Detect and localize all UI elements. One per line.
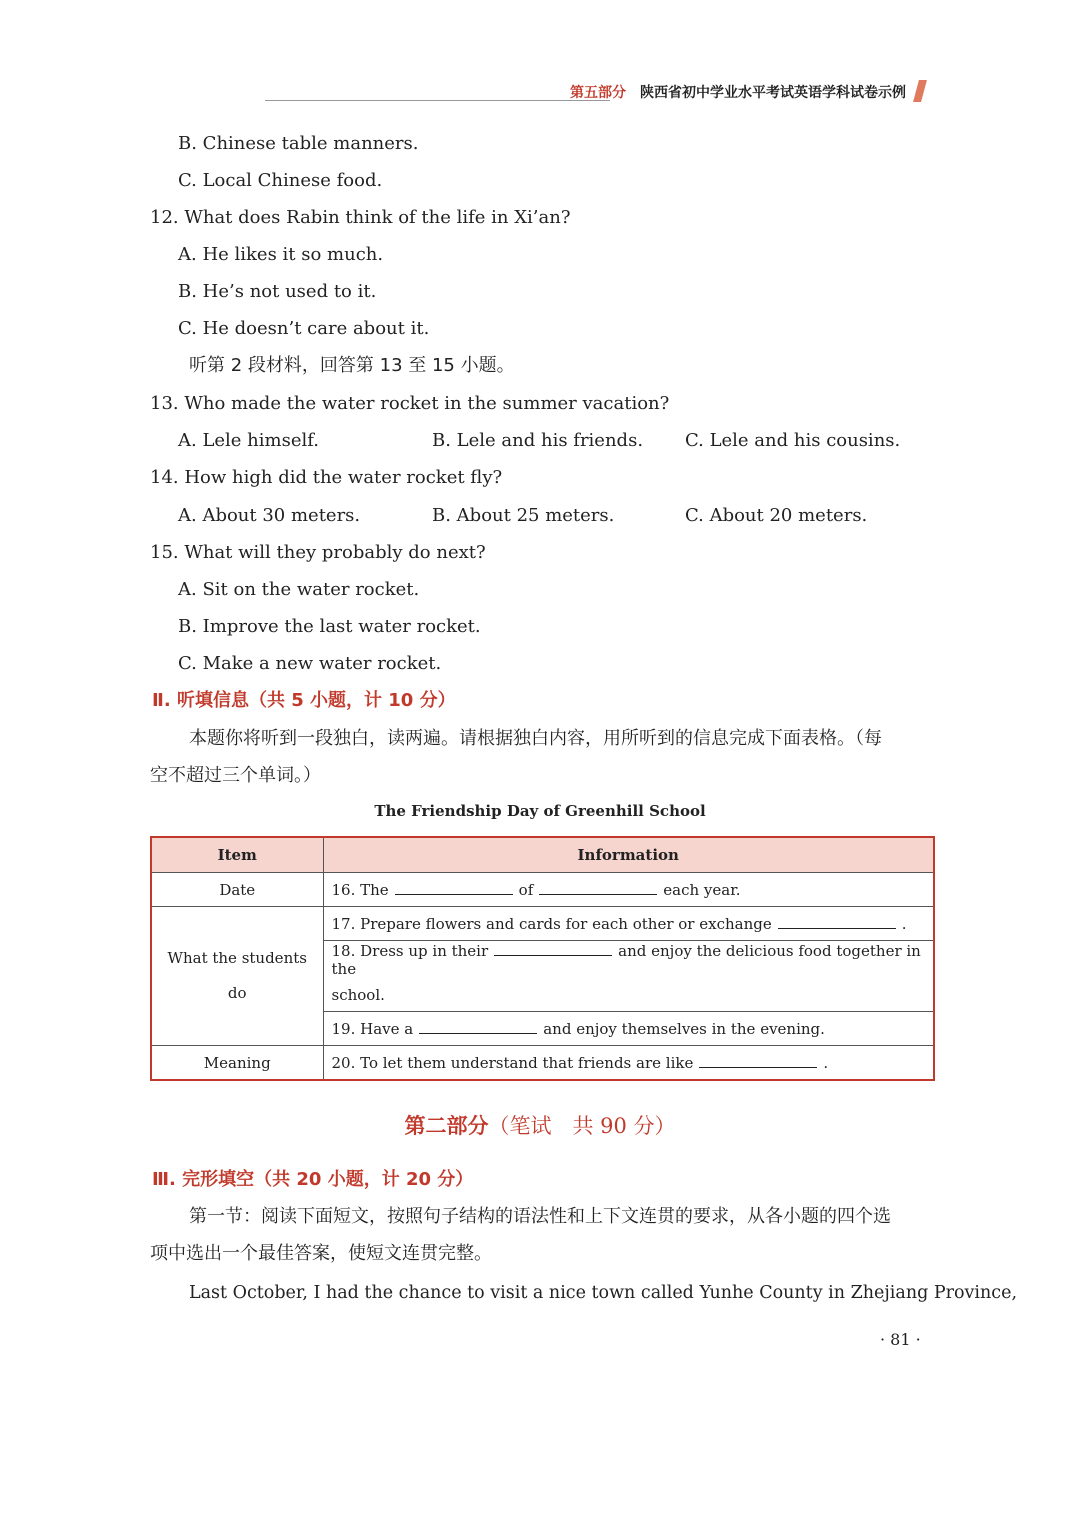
q15-option-a: A. Sit on the water rocket. xyxy=(178,579,420,600)
section-ii-instruction-line1: 本题你将听到一段独白，读两遍。请根据独白内容，用所听到的信息完成下面表格。（每 xyxy=(189,728,882,749)
q13-option-b: B. Lele and his friends. xyxy=(432,430,644,451)
table-row xyxy=(151,873,934,907)
col-item-header: Item xyxy=(151,837,323,873)
section-iii-instruction-line2: 项中选出一个最佳答案，使短文连贯完整。 xyxy=(150,1243,492,1264)
q18-cell-continued: school. xyxy=(323,978,934,1012)
q20-cell xyxy=(323,1046,934,1081)
row-date-label: Date xyxy=(151,873,323,907)
table-caption: The Friendship Day of Greenhill School xyxy=(374,802,706,820)
section-ii-title: Ⅱ. 听填信息（共 5 小题，计 10 分） xyxy=(152,690,456,711)
header-rule xyxy=(265,100,610,101)
part2-title: 第二部分 xyxy=(404,1114,489,1138)
q19-text-a: 19. Have a xyxy=(331,1020,414,1038)
section-ii-instruction-line2: 空不超过三个单词。） xyxy=(150,765,321,786)
q11-option-b: B. Chinese table manners. xyxy=(178,133,419,154)
part2-subtitle: （笔试 共 90 分） xyxy=(488,1114,676,1138)
q16-blank-1[interactable] xyxy=(395,880,513,895)
q20-text-a: 20. To let them understand that friends are like xyxy=(331,1054,694,1072)
page-number: · 81 · xyxy=(880,1330,921,1349)
q13-option-c: C. Lele and his cousins. xyxy=(685,430,901,451)
q14-option-b: B. About 25 meters. xyxy=(432,505,615,526)
section-iii-instruction-line1: 第一节：阅读下面短文，按照句子结构的语法性和上下文连贯的要求，从各小题的四个选 xyxy=(189,1206,891,1227)
q15-option-c: C. Make a new water rocket. xyxy=(178,653,442,674)
header-part: 第五部分 xyxy=(570,85,626,101)
passage-first-line: Last October, I had the chance to visit a nice town called Yunhe County in Zhejiang Province, xyxy=(189,1283,1018,1303)
q16-text-a: 16. The xyxy=(331,881,389,899)
q19-cell xyxy=(323,1012,934,1046)
q16-cell xyxy=(323,873,934,907)
q16-text-c: each year. xyxy=(663,881,741,899)
running-header xyxy=(570,82,906,102)
q12-stem: 12. What does Rabin think of the life in Xi’an? xyxy=(150,207,571,228)
q17-text-b: . xyxy=(901,915,907,933)
table-row xyxy=(151,1046,934,1081)
q15-stem: 15. What will they probably do next? xyxy=(150,542,486,563)
q11-option-c: C. Local Chinese food. xyxy=(178,170,383,191)
q20-blank[interactable] xyxy=(699,1053,817,1068)
row-students-label: What the students do xyxy=(151,907,323,1046)
row-meaning-label: Meaning xyxy=(151,1046,323,1081)
q14-stem: 14. How high did the water rocket fly? xyxy=(150,467,503,488)
q17-cell xyxy=(323,907,934,941)
q18-text-a: 18. Dress up in their xyxy=(331,942,489,960)
q16-blank-2[interactable] xyxy=(539,880,657,895)
q18-cell xyxy=(323,941,934,979)
header-accent-bar xyxy=(913,80,927,102)
table-row xyxy=(151,907,934,941)
q19-text-b: and enjoy themselves in the evening. xyxy=(543,1020,825,1038)
q14-option-a: A. About 30 meters. xyxy=(178,505,361,526)
q15-option-b: B. Improve the last water rocket. xyxy=(178,616,481,637)
section-iii-title: Ⅲ. 完形填空（共 20 小题，计 20 分） xyxy=(152,1169,474,1190)
q17-blank[interactable] xyxy=(778,914,896,929)
part2-heading xyxy=(0,1110,1080,1140)
q17-text-a: 17. Prepare flowers and cards for each other or exchange xyxy=(331,915,772,933)
q16-text-b: of xyxy=(518,881,534,899)
q18-blank[interactable] xyxy=(494,941,612,956)
q12-option-b: B. He’s not used to it. xyxy=(178,281,377,302)
q18-text-b: and enjoy the delicious food together in the xyxy=(331,942,921,978)
instruction-material-2: 听第 2 段材料，回答第 13 至 15 小题。 xyxy=(189,355,515,376)
info-table xyxy=(150,836,935,1081)
q14-option-c: C. About 20 meters. xyxy=(685,505,868,526)
q12-option-a: A. He likes it so much. xyxy=(178,244,384,265)
table-header-row xyxy=(151,837,934,873)
q13-stem: 13. Who made the water rocket in the summer vacation? xyxy=(150,393,670,414)
q20-text-b: . xyxy=(823,1054,829,1072)
q13-option-a: A. Lele himself. xyxy=(178,430,319,451)
col-info-header: Information xyxy=(323,837,934,873)
q19-blank[interactable] xyxy=(419,1019,537,1034)
header-title: 陕西省初中学业水平考试英语学科试卷示例 xyxy=(640,85,906,101)
q12-option-c: C. He doesn’t care about it. xyxy=(178,318,430,339)
